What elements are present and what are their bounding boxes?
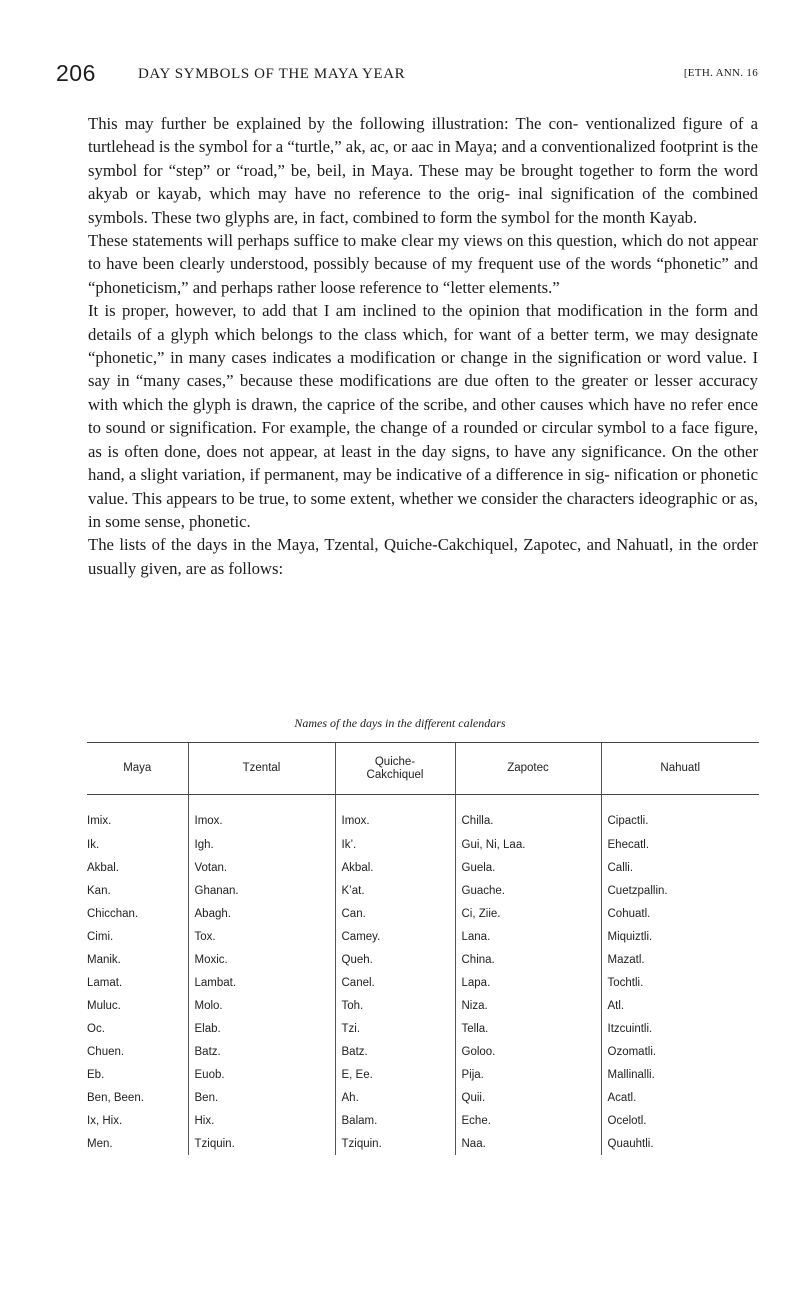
table-cell: Miquiztli.: [601, 925, 759, 948]
table-cell: Calli.: [601, 856, 759, 879]
table-cell: E, Ee.: [335, 1063, 455, 1086]
table-cell: Atl.: [601, 994, 759, 1017]
paragraph: It is proper, however, to add that I am inclined to the opinion that modification in the form and details of a glyph which belongs to the class which, for want of a better term, we may designate “phonetic,” in many cases indicates a modification or change in the signification or word value. I say in “many cases,” because these modifications are due often to the greater or lesser accuracy with which the glyph is drawn, the caprice of the scribe, and other causes which have no refer ence to sound or signification. For example, the change of a rounded or circular symbol to a face figure, as is often done, does not appear, at least in the day signs, to have any significance. On the other hand, a slight variation, if permanent, may be indicative of a difference in sig- nification or phonetic value. This appears to be true, to some extent, whether we consider the characters ideographic or as, in some sense, phonetic.: [88, 301, 758, 531]
table-cell: Moxic.: [188, 948, 335, 971]
table-cell: Akbal.: [335, 856, 455, 879]
table-cell: Cuetzpallin.: [601, 879, 759, 902]
table-cell: Batz.: [335, 1040, 455, 1063]
table-cell: Imox.: [188, 795, 335, 834]
table-cell: Canel.: [335, 971, 455, 994]
table-cell: Ehecatl.: [601, 833, 759, 856]
table-row: [87, 856, 759, 879]
table-cell: Balam.: [335, 1109, 455, 1132]
table-cell: Chilla.: [455, 795, 601, 834]
table-cell: Gui, Ni, Laa.: [455, 833, 601, 856]
paragraph: The lists of the days in the Maya, Tzental, Quiche-Cakchiquel, Zapotec, and Nahuatl, in the order usually given, are as follows:: [88, 535, 758, 578]
table-cell: Can.: [335, 902, 455, 925]
table-cell: Ci, Ziie.: [455, 902, 601, 925]
table-row: [87, 1109, 759, 1132]
table-cell: Cohuatl.: [601, 902, 759, 925]
table-cell: Muluc.: [87, 999, 121, 1012]
table-cell: Batz.: [188, 1040, 335, 1063]
table-cell: Ghanan.: [188, 879, 335, 902]
table-cell: Mallinalli.: [601, 1063, 759, 1086]
table-cell: Lapa.: [455, 971, 601, 994]
running-title: DAY SYMBOLS OF THE MAYA YEAR: [138, 66, 406, 82]
column-header: Tzental: [188, 743, 335, 795]
page-number: 206: [56, 60, 96, 86]
table-cell: Hix.: [188, 1109, 335, 1132]
table-cell: Euob.: [188, 1063, 335, 1086]
table-cell: Imix.: [87, 815, 112, 827]
table-cell: Toh.: [335, 994, 455, 1017]
table-cell: Ben, Been.: [87, 1091, 144, 1104]
table-row: [87, 833, 759, 856]
table-row: [87, 902, 759, 925]
table-cell: Camey.: [335, 925, 455, 948]
column-header: Nahuatl: [601, 743, 759, 795]
table-cell: Tox.: [188, 925, 335, 948]
table-caption: Names of the days in the different calendars: [294, 716, 506, 730]
table-cell: Lambat.: [188, 971, 335, 994]
table-cell: Quii.: [455, 1086, 601, 1109]
table-cell: Chicchan.: [87, 907, 139, 920]
table-cell: Eche.: [455, 1109, 601, 1132]
table-cell: Cipactli.: [601, 795, 759, 834]
table-cell: Queh.: [335, 948, 455, 971]
table-row: [87, 971, 759, 994]
table-cell: Tziquin.: [335, 1132, 455, 1155]
page-header: [56, 60, 758, 88]
table-cell: Mazatl.: [601, 948, 759, 971]
table-cell: Men.: [87, 1137, 113, 1150]
table-cell: Ik.: [87, 838, 100, 851]
table-cell: Itzcuintli.: [601, 1017, 759, 1040]
table-cell: Ozomatli.: [601, 1040, 759, 1063]
table-cell: Akbal.: [87, 861, 119, 874]
table-cell: Cimi.: [87, 930, 114, 943]
column-header: Quiche- Cakchiquel: [335, 743, 455, 795]
table-cell: Tzi.: [335, 1017, 455, 1040]
table-cell: Chuen.: [87, 1045, 125, 1058]
column-header: Maya: [87, 743, 188, 795]
table-cell: Lamat.: [87, 976, 123, 989]
table-cell: China.: [455, 948, 601, 971]
table-cell: Elab.: [188, 1017, 335, 1040]
table-cell: Tochtli.: [601, 971, 759, 994]
table-cell: Tziquin.: [188, 1132, 335, 1155]
table-cell: Ben.: [188, 1086, 335, 1109]
table-row: [87, 1063, 759, 1086]
table-cell: Niza.: [455, 994, 601, 1017]
table-cell: Guache.: [455, 879, 601, 902]
day-names-table: [87, 742, 759, 1155]
table-row: [87, 948, 759, 971]
table-body: [87, 795, 759, 1156]
table-cell: Ocelotl.: [601, 1109, 759, 1132]
table-cell: Pija.: [455, 1063, 601, 1086]
body-text: [88, 112, 758, 580]
table-cell: Igh.: [188, 833, 335, 856]
table-cell: K’at.: [335, 879, 455, 902]
table-cell: Oc.: [87, 1022, 105, 1035]
table-cell: Votan.: [188, 856, 335, 879]
paragraph: This may further be explained by the following illustration: The con- ventionalized figure of a turtlehead is the symbol for a “turtle,” ak, ac, or aac in Maya; and a conventionalized footprint is the symbol for “step” or “road,” be, beil, in Maya. These may be brought together to form the word akyab or kayab, which may have no reference to the orig- inal signification of the combined symbols. These two glyphs are, in fact, combined to form the symbol for the month Kayab.: [88, 114, 758, 227]
paragraph: These statements will perhaps suffice to make clear my views on this question, which do not appear to have been clearly understood, possibly because of my frequent use of the words “phonetic” and “phoneticism,” and perhaps rather loose reference to “letter elements.”: [88, 231, 758, 297]
table-cell: Manik.: [87, 953, 121, 966]
column-header: Zapotec: [455, 743, 601, 795]
table-row: [87, 1017, 759, 1040]
table-cell: Naa.: [455, 1132, 601, 1155]
table-cell: Acatl.: [601, 1086, 759, 1109]
table-row: [87, 925, 759, 948]
table-row: [87, 1040, 759, 1063]
table-row: [87, 994, 759, 1017]
table-header-row: [87, 743, 759, 795]
table-cell: Imox.: [335, 795, 455, 834]
table-cell: Quauhtli.: [601, 1132, 759, 1155]
table-cell: Abagh.: [188, 902, 335, 925]
table-cell: Kan.: [87, 884, 111, 897]
table-cell: Tella.: [455, 1017, 601, 1040]
table-cell: Ik’.: [335, 833, 455, 856]
table-cell: Molo.: [188, 994, 335, 1017]
running-reference: [ETH. ANN. 16: [683, 67, 758, 79]
table-row: [87, 1086, 759, 1109]
table-cell: Lana.: [455, 925, 601, 948]
table-cell: Ix, Hix.: [87, 1114, 123, 1127]
table-row: [87, 879, 759, 902]
table-cell: Goloo.: [455, 1040, 601, 1063]
table-cell: Ah.: [335, 1086, 455, 1109]
table-row: [87, 795, 759, 834]
table-cell: Eb.: [87, 1068, 105, 1081]
table-row: [87, 1132, 759, 1155]
table-cell: Guela.: [455, 856, 601, 879]
